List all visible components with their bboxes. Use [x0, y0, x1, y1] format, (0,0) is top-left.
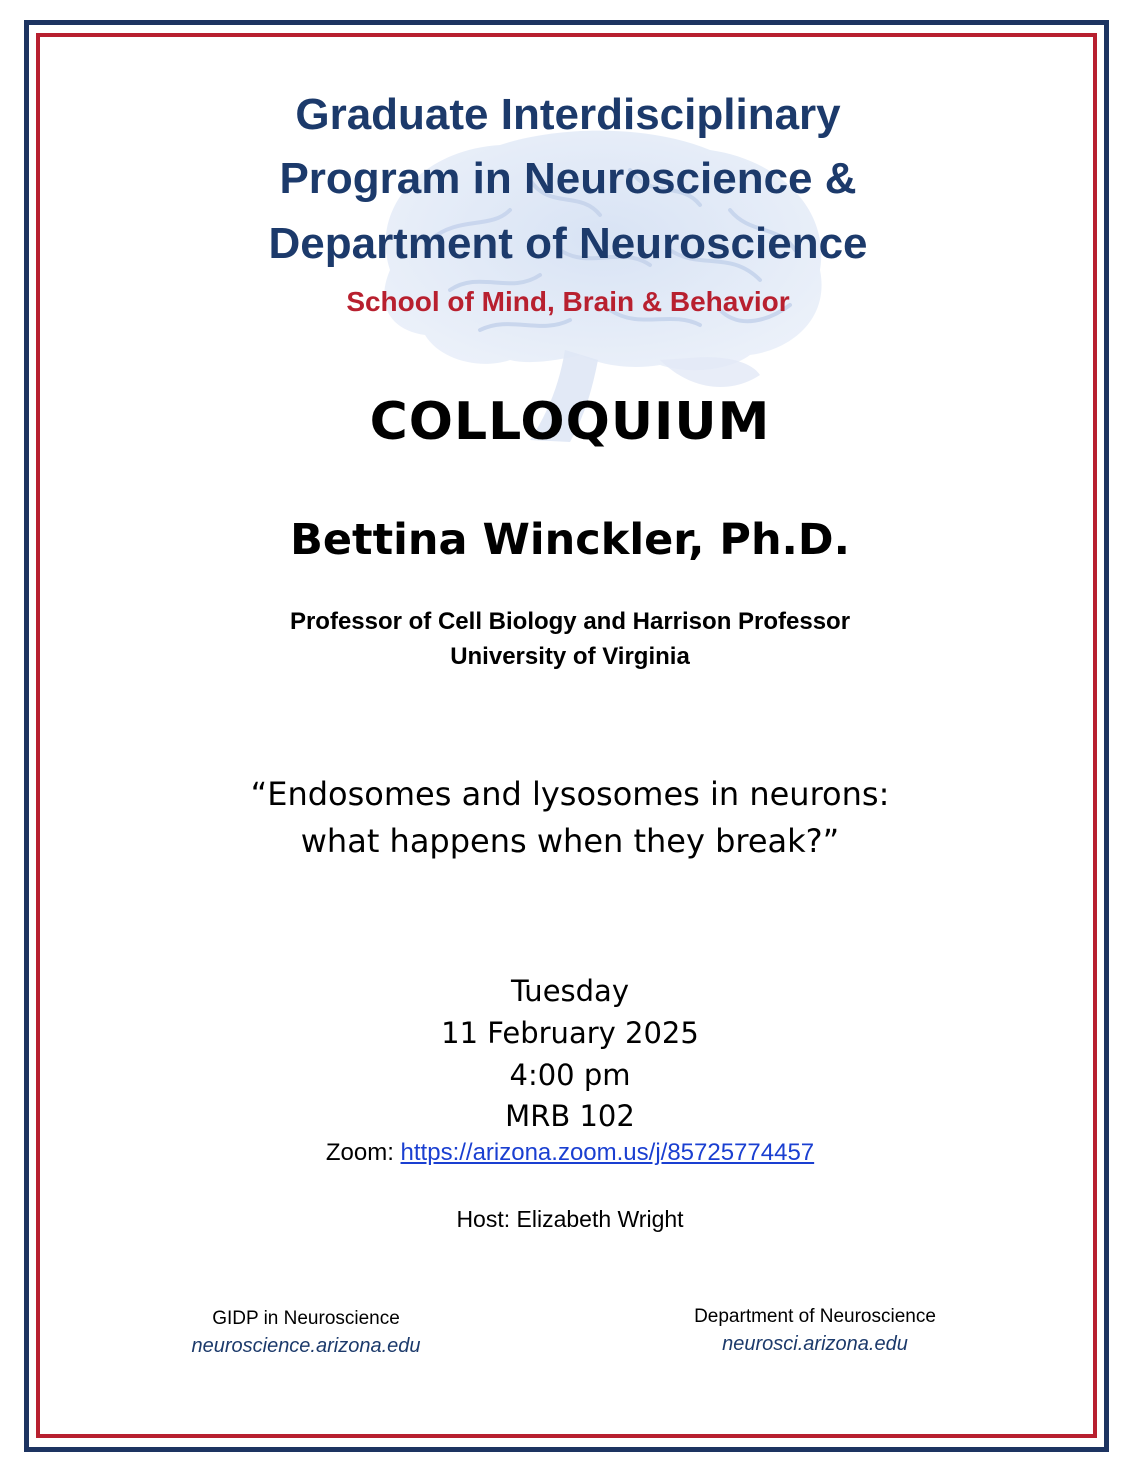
- talk-title-line1: “Endosomes and lysosomes in neurons:: [250, 775, 890, 813]
- event-room: MRB 102: [505, 1099, 635, 1133]
- footer-gidp-name: GIDP in Neuroscience: [212, 1308, 400, 1329]
- footer-department-url[interactable]: neurosci.arizona.edu: [722, 1333, 908, 1355]
- program-heading-line2: Program in Neuroscience &: [279, 154, 857, 203]
- zoom-line: [0, 1139, 1140, 1167]
- footer-department: [655, 1303, 975, 1358]
- event-day: Tuesday: [511, 974, 629, 1008]
- school-name: School of Mind, Brain & Behavior: [346, 286, 790, 317]
- footer-gidp: [146, 1305, 466, 1360]
- event-time: 4:00 pm: [509, 1058, 631, 1092]
- zoom-label: Zoom:: [325, 1139, 401, 1166]
- event-host: Host: Elizabeth Wright: [456, 1206, 684, 1232]
- footer-gidp-url[interactable]: neuroscience.arizona.edu: [191, 1335, 421, 1357]
- speaker-title: Professor of Cell Biology and Harrison Professor: [289, 608, 851, 635]
- event-date: 11 February 2025: [441, 1016, 699, 1050]
- program-heading-line1: Graduate Interdisciplinary: [295, 90, 841, 139]
- event-type-heading: COLLOQUIUM: [369, 392, 771, 452]
- speaker-name: Bettina Winckler, Ph.D.: [290, 515, 850, 565]
- footer-department-name: Department of Neuroscience: [694, 1306, 936, 1327]
- zoom-link[interactable]: https://arizona.zoom.us/j/85725774457: [400, 1139, 815, 1166]
- speaker-institution: University of Virginia: [450, 643, 690, 670]
- talk-title-line2: what happens when they break?”: [300, 822, 840, 860]
- program-heading-line3: Department of Neuroscience: [268, 219, 868, 268]
